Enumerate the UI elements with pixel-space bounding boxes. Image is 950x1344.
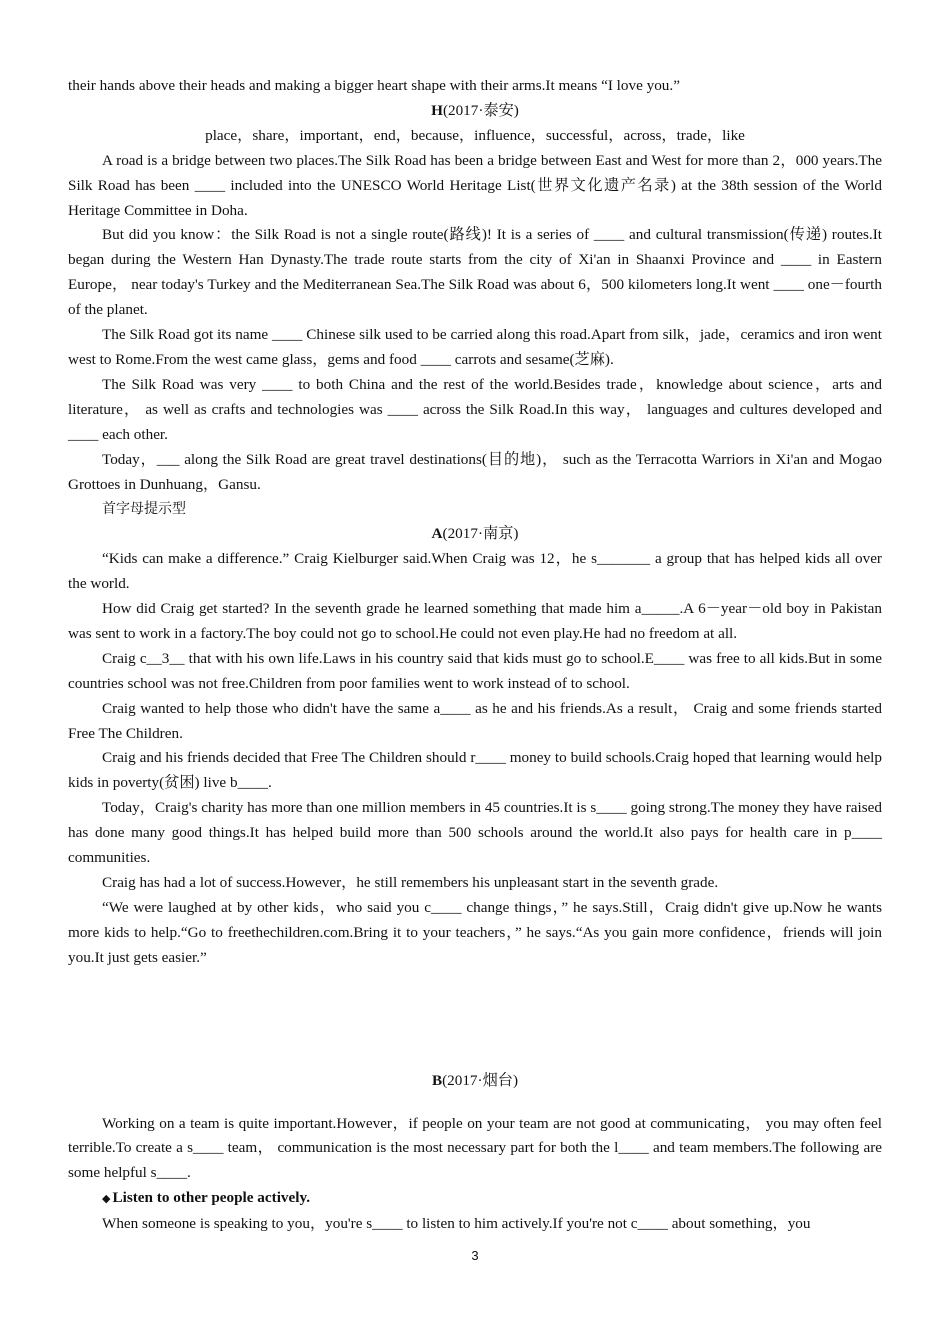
section-h-letter: H: [431, 101, 443, 119]
section-a-paragraph-7: Craig has had a lot of success.However，he still remembers his unpleasant start in the seventh grade.: [102, 874, 719, 891]
section-h-title: [68, 99, 882, 124]
section-b-spacer: [68, 1094, 882, 1112]
section-spacer: [68, 971, 882, 1069]
category-heading: 首字母提示型: [102, 501, 186, 518]
section-b-subheading: [68, 1186, 882, 1212]
section-a-paragraph-6: Today，Craig's charity has more than one million members in 45 countries.It is s____ going strong.The money they have raised has done many good things.It has helped build more than 500 schools around the world.It also pays for health care in p____ communities.: [68, 799, 882, 867]
section-a-title: [68, 522, 882, 547]
section-a-source: (2017·南京): [442, 525, 519, 543]
section-a-paragraph-4: Craig wanted to help those who didn't have the same a____ as he and his friends.As a result， Craig and some friends started Free The Children.: [68, 699, 882, 742]
section-b-subheading-text: Listen to other people actively.: [112, 1189, 311, 1207]
section-h-paragraph-1: A road is a bridge between two places.The Silk Road has been a bridge between East and West for more than 2，000 years.The Silk Road has been ____ included into the UNESCO World Heritage List(世界文化遗产名录) at the 38th session of the World Heritage Committee in Doha.: [68, 151, 882, 219]
section-b-paragraph-1: Working on a team is quite important.However，if people on your team are not good at communicating， you may often feel terrible.To create a s____ team， communication is the most necessary part for both the l____ and team members.The following are some helpful s____.: [68, 1114, 882, 1182]
section-a-paragraph-1: “Kids can make a difference.” Craig Kielburger said.When Craig was 12，he s_______ a group that has helped kids all over the world.: [68, 550, 882, 593]
intro-line: their hands above their heads and making a bigger heart shape with their arms.It means “I love you.”: [68, 77, 680, 94]
section-b-title: [68, 1069, 882, 1094]
word-bank: place，share，important，end，because，influence，successful，across，trade，like: [205, 126, 745, 144]
diamond-bullet-icon: ◆: [102, 1193, 111, 1206]
section-h-source: (2017·泰安): [442, 101, 519, 119]
section-h-paragraph-3: The Silk Road got its name ____ Chinese silk used to be carried along this road.Apart from silk，jade，ceramics and iron went west to Rome.From the west came glass，gems and food ____ carrots and sesame(芝麻).: [68, 326, 882, 368]
section-a-paragraph-2: How did Craig get started? In the seventh grade he learned something that made him a_____.A 6－year－old boy in Pakistan was sent to work in a factory.The boy could not go to school.He could not even play.He had no freedom at all.: [68, 600, 882, 642]
section-b-letter: B: [431, 1071, 443, 1089]
section-b-paragraph-2: When someone is speaking to you，you're s____ to listen to him actively.If you're not c____ about something，you: [102, 1215, 811, 1233]
section-a-letter: A: [431, 525, 443, 543]
section-a-paragraph-8: “We were laughed at by other kids，who said you c____ change things，” he says.Still，Craig didn't give up.Now he wants more kids to help.“Go to freethechildren.com.Bring it to your teachers，” he says.“As you gain more confidence，friends will join you.It just gets easier.”: [68, 898, 882, 966]
section-h-paragraph-4: The Silk Road was very ____ to both China and the rest of the world.Besides trade，knowledge about science，arts and literature， as well as crafts and technologies was ____ across the Silk Road.In this way， languages and cultures developed and ____ each other.: [68, 375, 882, 443]
document-page: [68, 74, 882, 1237]
page-number: 3: [471, 1248, 479, 1263]
section-h-paragraph-2: But did you know：the Silk Road is not a single route(路线)! It is a series of ____ and cultural transmission(传递) routes.It began during the Western Han Dynasty.The trade route starts from the city of Xi'an in Shaanxi Province and ____ in Eastern Europe， near today's Turkey and the Mediterranean Sea.The Silk Road was about 6，500 kilometers long.It went ____ one－fourth of the planet.: [68, 226, 882, 319]
section-a-paragraph-5: Craig and his friends decided that Free The Children should r____ money to build schools.Craig hoped that learning would help kids in poverty(贫困) live b____.: [68, 749, 882, 792]
section-b-source: (2017·烟台): [442, 1071, 519, 1089]
section-a-paragraph-3: Craig c__3__ that with his own life.Laws in his country said that kids must go to school.E____ was free to all kids.But in some countries school was not free.Children from poor families went to work instead of to school.: [68, 649, 882, 692]
section-h-paragraph-5: Today，___ along the Silk Road are great travel destinations(目的地)， such as the Terracotta Warriors in Xi'an and Mogao Grottoes in Dunhuang，Gansu.: [68, 450, 882, 493]
